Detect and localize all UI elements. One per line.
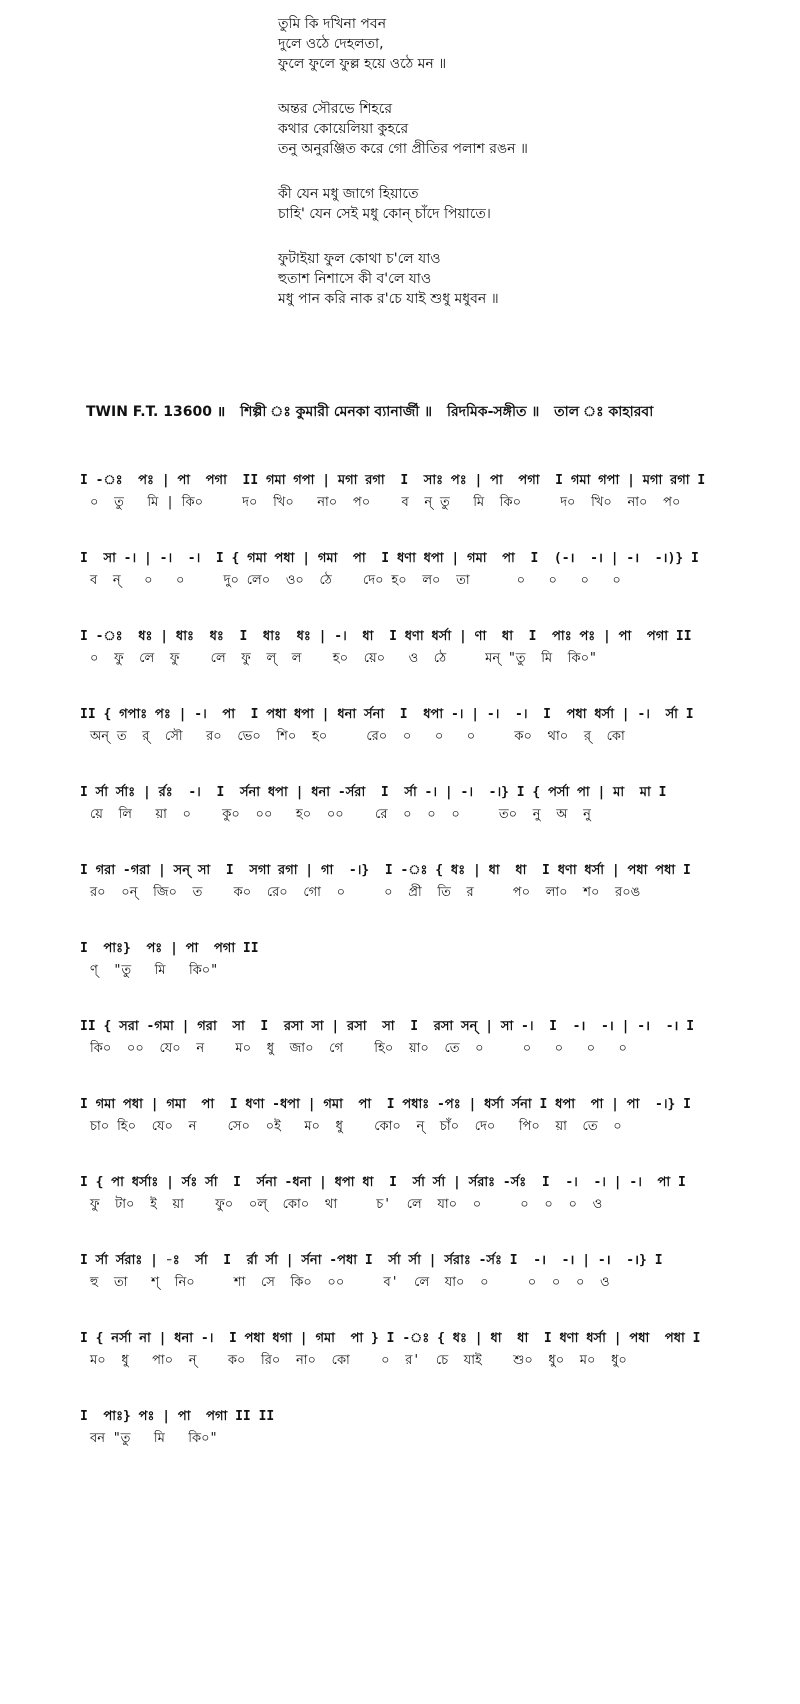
swara-line: I গরা -গরা | সন্ সা I সগা রগা | গা -।} I -ঃ { ধঃ | ধা ধা I ধণা ধর্সা | পধা পধা I bbox=[80, 863, 691, 878]
bol-line: হু তা শ্ নি০ শা সে কি০ ০০ ব' লে যা০ ০ ০ ০ ০ ও bbox=[90, 1275, 610, 1290]
lyric-stanza bbox=[278, 14, 738, 74]
swara-line: I { নর্সা না | ধনা -। I পধা ধগা | গমা পা } I -ঃ { ধঃ | ধা ধা I ধণা ধর্সা | পধা পধা I bbox=[80, 1331, 701, 1346]
swara-line: I -ঃ ধঃ | ধাঃ ধঃ I ধাঃ ধঃ | -। ধা I ধণা ধর্সা | ণা ধা I পাঃ পঃ | পা পগা II bbox=[80, 629, 692, 644]
lyric-line: দুলে ওঠে দেহলতা, bbox=[278, 36, 384, 52]
tala-label: তাল ঃ কাহারবা bbox=[554, 404, 654, 420]
lyric-line: তনু অনুরঞ্জিত করে গো প্রীতির পলাশ রঙন ॥ bbox=[278, 141, 528, 157]
swara-line: II { গপাঃ পঃ | -। পা I পধা ধপা | ধনা র্সনা I ধপা -। | -। -। I পধা ধর্সা | -। র্সা I bbox=[80, 707, 694, 722]
notation-block bbox=[80, 704, 780, 748]
bol-line: ০ তু মি | কি০ দ০ খি০ না০ প০ ব ন্ তু মি কি০ দ০ খি০ না০ প০ bbox=[90, 495, 681, 510]
bol-line: য়ে লি য়া ০ কু০ ০০ হ০ ০০ রে ০ ০ ০ ত০ নু অ নু bbox=[90, 807, 591, 822]
artist-credit: শিল্পী ঃ কুমারী মেনকা ব্যানার্জী ॥ bbox=[240, 404, 433, 420]
bol-line: ম০ ধু পা০ ন্ ক০ রি০ না০ কো ০ র' চে যাই শু০ ধু০ ম০ ধু০ bbox=[90, 1353, 627, 1368]
notation-block bbox=[80, 782, 780, 826]
notation-block bbox=[80, 1016, 780, 1060]
record-info bbox=[86, 400, 766, 424]
bol-line: র০ ০ন্ জি০ ত ক০ রে০ গো ০ ০ প্রী তি র প০ লা০ শ০ র০ঙ bbox=[90, 885, 641, 900]
lyric-line: তুমি কি দখিনা পবন bbox=[278, 16, 387, 32]
swara-line: II { সরা -গমা | গরা সা I রসা সা | রসা সা I রসা সন্ | সা -। I -। -। | -। -। I bbox=[80, 1019, 695, 1034]
notation-block bbox=[80, 1250, 780, 1294]
notation-block bbox=[80, 1406, 780, 1450]
swara-line: I -ঃ পঃ | পা পগা II গমা গপা | মগা রগা I সাঃ পঃ | পা পগা I গমা গপা | মগা রগা I bbox=[80, 473, 706, 488]
lyric-line: কথার কোয়েলিয়া কুহরে bbox=[278, 121, 409, 137]
lyric-line: মধু পান করি নাক র'চে যাই শুধু মধুবন ॥ bbox=[278, 291, 499, 307]
swara-line: I র্সা র্সরাঃ | -ঃ র্সা I র্রা র্সা | র্সনা -পধা I র্সা র্সা | র্সরাঃ -র্সঃ I -। -। | -। -।} I bbox=[80, 1253, 663, 1268]
swara-line: I { পা ধর্সাঃ | র্সঃ র্সা I র্সনা -ধনা | ধপা ধা I র্সা র্সা | র্সরাঃ -র্সঃ I -। -। | -। পা I bbox=[80, 1175, 686, 1190]
notation-block bbox=[80, 938, 780, 982]
lyric-line: ফুটাইয়া ফুল কোথা চ'লে যাও bbox=[278, 251, 441, 267]
lyric-line: কী যেন মধু জাগে হিয়াতে bbox=[278, 186, 419, 202]
lyric-stanza bbox=[278, 249, 738, 309]
lyric-line: অন্তর সৌরভে শিহরে bbox=[278, 101, 393, 117]
bol-line: কি০ ০০ যে০ ন ম০ ধু জা০ গে হি০ য়া০ তে ০ ০ ০ ০ ০ bbox=[90, 1041, 627, 1056]
lyric-stanza bbox=[278, 99, 738, 159]
bol-line: ণ্ "তু মি কি০" bbox=[90, 963, 219, 978]
swara-line: I পাঃ} পঃ | পা পগা II bbox=[80, 941, 259, 956]
notation-block bbox=[80, 1094, 780, 1138]
lyric-line: ফুলে ফুলে ফুল্ল হয়ে ওঠে মন ॥ bbox=[278, 56, 447, 72]
notation-block bbox=[80, 1172, 780, 1216]
bol-line: চা০ হি০ যে০ ন সে০ ০ই ম০ ধু কো০ ন্ চাঁ০ দে০ পি০ য়া তে ০ bbox=[90, 1119, 622, 1134]
bol-line: ফু টা০ ই য়া ফু০ ০ল্ কো০ থা চ' লে যা০ ০ ০ ০ ০ ও bbox=[90, 1197, 603, 1212]
bol-line: বন "তু মি কি০" bbox=[90, 1431, 218, 1446]
song-genre: রিদমিক-সঙ্গীত ॥ bbox=[446, 404, 540, 420]
swara-line: I গমা পধা | গমা পা I ধণা -ধপা | গমা পা I পধাঃ -পঃ | ধর্সা র্সনা I ধপা পা | পা -।} I bbox=[80, 1097, 691, 1112]
lyric-line: চাহি' যেন সেই মধু কোন্ চাঁদে পিয়াতে। bbox=[278, 206, 491, 222]
swara-line: I র্সা র্সাঃ | র্রঃ -। I র্সনা ধপা | ধনা -র্সরা I র্সা -। | -। -।} I { পর্সা পা | মা মা I bbox=[80, 785, 667, 800]
notation-block bbox=[80, 548, 780, 592]
swara-line: I সা -। | -। -। I { গমা পধা | গমা পা I ধণা ধপা | গমা পা I (-। -। | -। -।)} I bbox=[80, 551, 699, 566]
lyric-line: হুতাশ নিশাসে কী ব'লে যাও bbox=[278, 271, 432, 287]
notation-block bbox=[80, 470, 780, 514]
notation-block bbox=[80, 626, 780, 670]
lyrics-block bbox=[278, 14, 738, 334]
notation-block bbox=[80, 860, 780, 904]
bol-line: ব ন্ ০ ০ দু০ লে০ ও০ ঠে দে০ হ০ ল০ তা ০ ০ ০ ০ bbox=[90, 573, 621, 588]
lyric-stanza bbox=[278, 184, 738, 224]
bol-line: অন্ ত র্ সৌ র০ ভে০ শি০ হ০ রে০ ০ ০ ০ ক০ থা০ র্ কো bbox=[90, 729, 625, 744]
record-number: TWIN F.T. 13600 ॥ bbox=[86, 404, 226, 420]
notation-block bbox=[80, 1328, 780, 1372]
bol-line: ০ ফু লে ফু লে ফু ল্ ল হ০ য়ে০ ও ঠে মন্ "তু মি কি০" bbox=[90, 651, 597, 666]
swara-line: I পাঃ} পঃ | পা পগা II II bbox=[80, 1409, 275, 1424]
